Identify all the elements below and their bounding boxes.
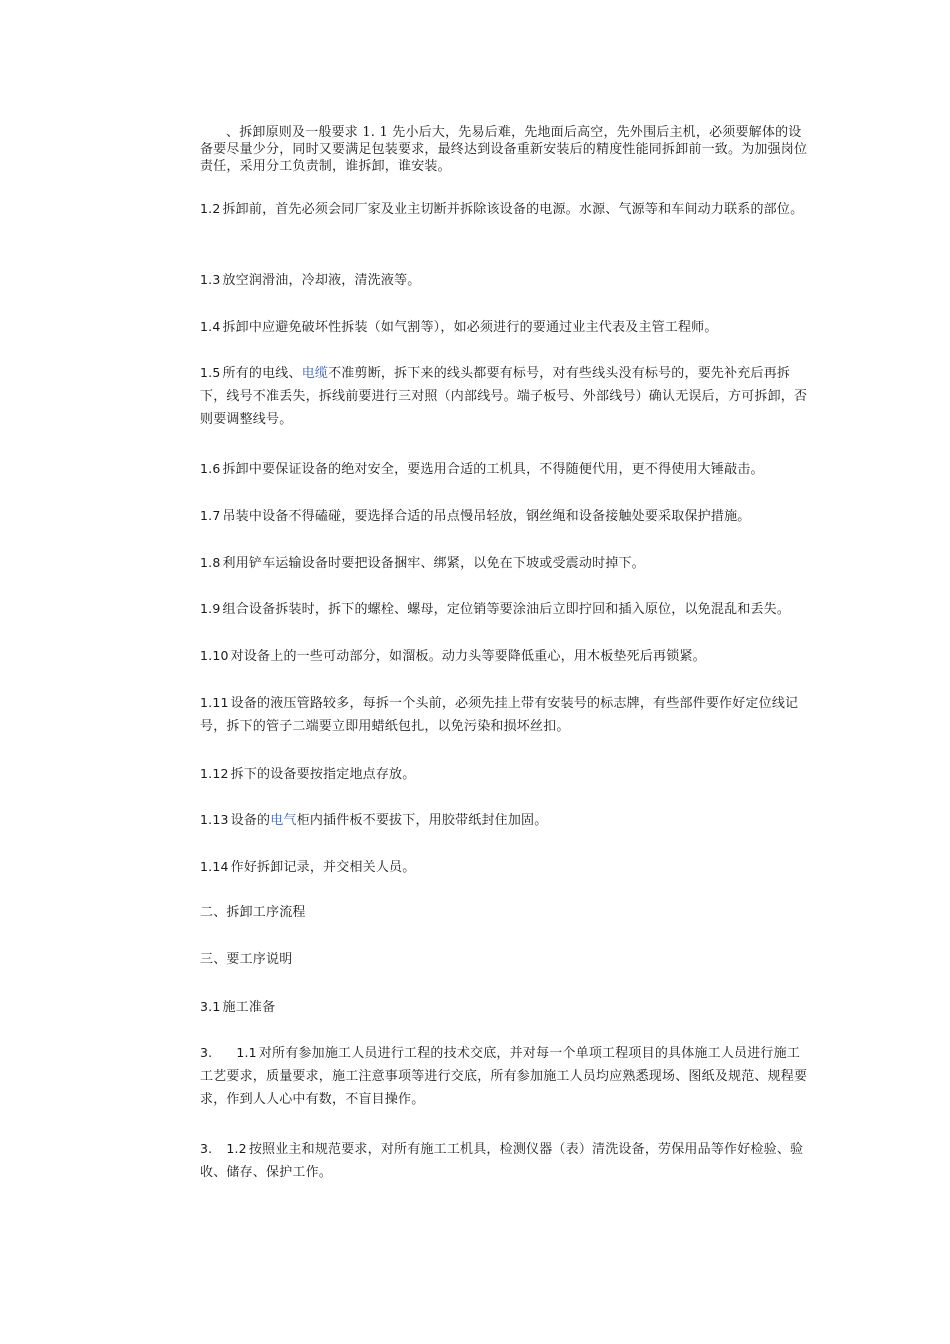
paragraph-1-6 [200,457,812,481]
paragraph-1-10 [200,644,812,668]
item-number: 1.7 [200,508,221,523]
paragraph-text: 、拆卸原则及一般要求 1. 1 先小后大，先易后难，先地面后高空，先外围后主机，必须要解体的设备要尽量少分，同时又要满足包装要求，最终达到设备重新安装后的精度性能同拆卸前一致。为加强岗位责任，采用分工负责制，谁拆卸，谁安装。 [200,125,808,174]
item-number: 1.9 [200,601,221,616]
cable-link[interactable]: 电缆 [301,366,329,381]
item-number: 3.1 [200,999,221,1014]
item-number: 1.14 [200,859,229,874]
paragraph-text-pre: 设备的 [230,813,271,828]
paragraph-text: 对设备上的一些可动部分，如溜板。动力头等要降低重心，用木板垫死后再锁紧。 [230,649,706,664]
paragraph-text-post: 不准剪断，拆下来的线头都要有标号，对有些线头没有标号的，要先补充后再拆下，线号不准丢失，拆线前要进行三对照（内部线号。端子板号、外部线号）确认无误后，方可拆卸，否则要调整线号。 [200,366,808,427]
paragraph-text: 施工准备 [222,1000,276,1015]
paragraph-1-5 [200,361,812,431]
section-heading-description [200,948,812,971]
paragraph-text: 拆卸中应避免破坏性拆装（如气割等），如必须进行的要通过业主代表及主管工程师。 [222,320,718,335]
paragraph-text: 拆卸前，首先必须会同厂家及业主切断并拆除该设备的电源。水源、气源等和车间动力联系的部位。 [222,202,804,217]
paragraph-text: 拆卸中要保证设备的绝对安全，要选用合适的工机具，不得随便代用，更不得使用大锤敲击。 [222,462,764,477]
paragraph-3-1-1 [200,1041,812,1111]
item-number: 3. [200,1141,213,1156]
paragraph-text: 拆下的设备要按指定地点存放。 [230,767,416,782]
paragraph-text: 按照业主和规范要求，对所有施工工机具，检测仪器（表）清洗设备，劳保用品等作好检验、验收、储存、保护工作。 [200,1142,804,1180]
paragraph-3-1 [200,995,812,1019]
item-number: 1.3 [200,272,221,287]
paragraph-1-3 [200,268,812,292]
paragraph-1-8 [200,551,812,575]
item-number: 1.12 [200,766,229,781]
paragraph-1-2 [200,197,812,221]
item-subnumber: 1.2 [226,1141,247,1156]
item-number: 1.2 [200,201,221,216]
item-subnumber: 1.1 [236,1045,257,1060]
item-number: 1.6 [200,461,221,476]
paragraph-3-1-2 [200,1137,812,1184]
paragraph-text-pre: 所有的电线、 [222,366,302,381]
heading-text: 三、要工序说明 [200,952,293,967]
item-number: 1.13 [200,812,229,827]
item-number: 1.5 [200,365,221,380]
paragraph-1-4 [200,315,812,339]
paragraph-1-9 [200,597,830,621]
paragraph-1-13 [200,808,812,832]
paragraph-1-7 [200,504,812,528]
paragraph-1-12 [200,762,812,786]
paragraph-text: 组合设备拆装时，拆下的螺栓、螺母，定位销等要涂油后立即拧回和插入原位，以免混乱和丢失。 [222,602,791,617]
paragraph-text: 对所有参加施工人员进行工程的技术交底，并对每一个单项工程项目的具体施工人员进行施工工艺要求，质量要求，施工注意事项等进行交底，所有参加施工人员均应熟悉现场、图纸及规范、规程要求，作到人人心中有数，不盲目操作。 [200,1046,808,1107]
electrical-link[interactable]: 电气 [270,813,297,828]
heading-text: 二、拆卸工序流程 [200,905,306,920]
paragraph-1-14 [200,855,812,879]
item-number: 1.8 [200,555,221,570]
paragraph-disassembly-principles [200,124,812,175]
item-number: 3. [200,1045,213,1060]
item-number: 1.11 [200,695,229,710]
item-number: 1.10 [200,648,229,663]
section-heading-process [200,901,812,924]
paragraph-text: 利用铲车运输设备时要把设备捆牢、绑紧，以免在下坡或受震动时掉下。 [222,556,645,571]
paragraph-1-11 [200,691,812,738]
paragraph-text: 放空润滑油，冷却液，清洗液等。 [222,273,421,288]
paragraph-text: 作好拆卸记录，并交相关人员。 [230,860,416,875]
paragraph-text: 吊装中设备不得磕碰，要选择合适的吊点慢吊轻放，钢丝绳和设备接触处要采取保护措施。 [222,509,751,524]
item-number: 1.4 [200,319,221,334]
paragraph-text: 设备的液压管路较多，每拆一个头前，必须先挂上带有安装号的标志牌，有些部件要作好定位线记号，拆下的管子二端要立即用蜡纸包扎，以免污染和损坏丝扣。 [200,696,799,734]
paragraph-text-post: 柜内插件板不要拔下，用胶带纸封住加固。 [296,813,548,828]
